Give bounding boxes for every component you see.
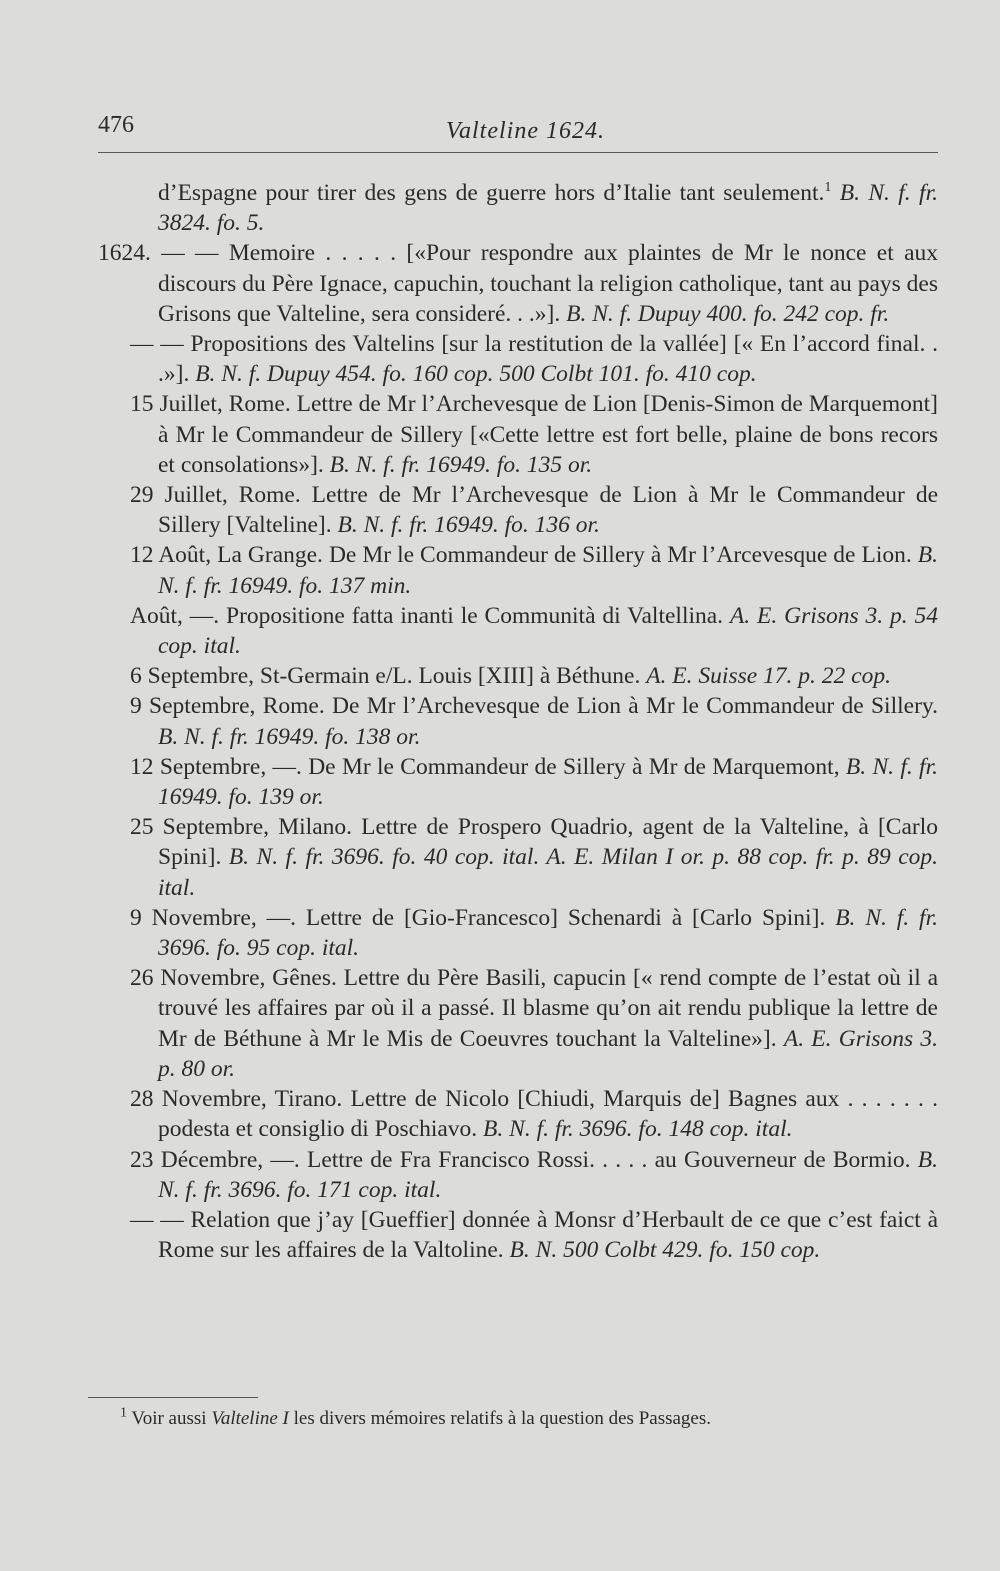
entry-item <box>98 238 938 329</box>
entry-text: 23 Décembre, —. Lettre de Fra Francisco Rossi. . . . . au Gouverneur de Bormio. <box>130 1146 911 1173</box>
footnote-text-pre: Voir aussi <box>131 1408 207 1429</box>
footnote <box>120 1406 940 1432</box>
entry-source: B. N. f. fr. 3696. fo. 95 cop. ital. <box>158 904 939 962</box>
entry-source: A. E. Grisons 3. p. 80 or. <box>158 1025 939 1082</box>
entry-text: d’Espagne pour tirer des gens de guerre hors d’Italie tant seulement. <box>158 180 825 206</box>
entry-source: B. N. f. fr. 16949. fo. 135 or. <box>329 451 593 478</box>
entry-item <box>98 329 938 389</box>
entry-item <box>98 1084 938 1144</box>
header-rule <box>98 152 938 153</box>
entry-text: 15 Juillet, Rome. Lettre de Mr l’Archevesque de Lion [Denis-Simon de Marquemont] à Mr le Commandeur de Sillery [«Cette lettre est fort belle, plaine de bons recors et consolations»]. <box>130 391 938 478</box>
running-title: Valteline 1624. <box>446 118 605 144</box>
entry-item <box>98 389 938 480</box>
footnote-rule <box>88 1397 258 1398</box>
entry-source: B. N. 500 Colbt 429. fo. 150 cop. <box>509 1237 821 1264</box>
entry-source: B. N. f. fr. 3696. fo. 171 cop. ital. <box>158 1146 938 1203</box>
entry-text: 29 Juillet, Rome. Lettre de Mr l’Archevesque de Lion à Mr le Commandeur de Sillery [Valteline]. <box>130 482 938 539</box>
entry-text: 12 Août, La Grange. De Mr le Commandeur de Sillery à Mr l’Arcevesque de Lion. <box>130 542 912 569</box>
footnote-italic-title: Valteline I <box>211 1408 289 1429</box>
entry-list <box>98 178 938 1265</box>
entry-continuation <box>98 178 938 238</box>
entry-text: 6 Septembre, St-Germain e/L. Louis [XIII] à Béthune. <box>130 663 641 690</box>
entry-source: B. N. f. fr. 16949. fo. 138 or. <box>158 723 421 750</box>
entry-item <box>98 661 938 691</box>
entry-item <box>98 1205 938 1265</box>
entry-item <box>98 540 938 600</box>
entry-source: B. N. f. fr. 16949. fo. 137 min. <box>158 542 938 599</box>
entry-source: B. N. f. Dupuy 454. fo. 160 cop. 500 Colbt 101. fo. 410 cop. <box>195 361 757 388</box>
entry-item <box>98 752 938 812</box>
entry-source: B. N. f. fr. 16949. fo. 139 or. <box>158 753 939 811</box>
entry-source: B. N. f. fr. 3696. fo. 40 cop. ital. A. E. Milan I or. p. 88 cop. fr. p. 89 cop. ital. <box>158 844 939 901</box>
entry-text: Août, —. Propositione fatta inanti le Communità di Valtellina. <box>130 602 724 629</box>
entry-text: 12 Septembre, —. De Mr le Commandeur de Sillery à Mr de Marquemont, <box>130 753 840 780</box>
entry-source: B. N. f. fr. 3696. fo. 148 cop. ital. <box>483 1116 793 1143</box>
entry-source: A. E. Suisse 17. p. 22 cop. <box>646 663 891 690</box>
footnote-marker: 1 <box>120 1405 127 1421</box>
entry-item <box>98 480 938 540</box>
entry-item <box>98 1145 938 1205</box>
entry-text: 9 Novembre, —. Lettre de [Gio-Francesco] Schenardi à [Carlo Spini]. <box>130 904 826 931</box>
footnote-ref: 1 <box>824 180 832 196</box>
page-number: 476 <box>98 112 134 138</box>
entry-text: — — Propositions des Valtelins [sur la restitution de la vallée] [« En l’accord final. . .»]. <box>130 331 938 388</box>
entry-text: 1624. — — Memoire . . . . . [«Pour respondre aux plaintes de Mr le nonce et aux discours du Père Ignace, capuchin, touchant la religion catholique, tant au pays des Grisons que Valteline, sera consideré. . .»]. <box>98 240 938 327</box>
entry-text: 9 Septembre, Rome. De Mr l’Archevesque de Lion à Mr le Commandeur de Sillery. <box>130 693 938 720</box>
entry-source: B. N. f. fr. 16949. fo. 136 or. <box>337 512 600 539</box>
entry-item <box>98 963 938 1084</box>
entry-item <box>98 691 938 751</box>
entry-text: 28 Novembre, Tirano. Lettre de Nicolo [Chiudi, Marquis de] Bagnes aux . . . . . . . podesta et consiglio di Poschiavo. <box>130 1086 938 1143</box>
entry-source: B. N. f. fr. 3824. fo. 5. <box>158 180 938 237</box>
entry-source: A. E. Grisons 3. p. 54 cop. ital. <box>158 602 938 660</box>
footnote-text-post: les divers mémoires relatifs à la question des Passages. <box>293 1408 711 1429</box>
entry-item <box>98 812 938 903</box>
entry-item <box>98 903 938 963</box>
entry-text: 25 Septembre, Milano. Lettre de Prospero Quadrio, agent de la Valteline, à [Carlo Spini]. <box>130 814 938 871</box>
entry-text: 26 Novembre, Gênes. Lettre du Père Basili, capucin [« rend compte de l’estat où il a trouvé les affaires par où il a passé. Il blasme qu’on ait rendu publique la lettre de Mr de Béthune à Mr le Mis de Coeuvres touchant la Valteline»]. <box>130 965 938 1052</box>
entry-text: — — Relation que j’ay [Gueffier] donnée à Monsr d’Herbault de ce que c’est faict à Rome sur les affaires de la Valtoline. <box>130 1206 938 1264</box>
entry-item <box>98 601 938 661</box>
entry-source: B. N. f. Dupuy 400. fo. 242 cop. fr. <box>566 300 890 327</box>
